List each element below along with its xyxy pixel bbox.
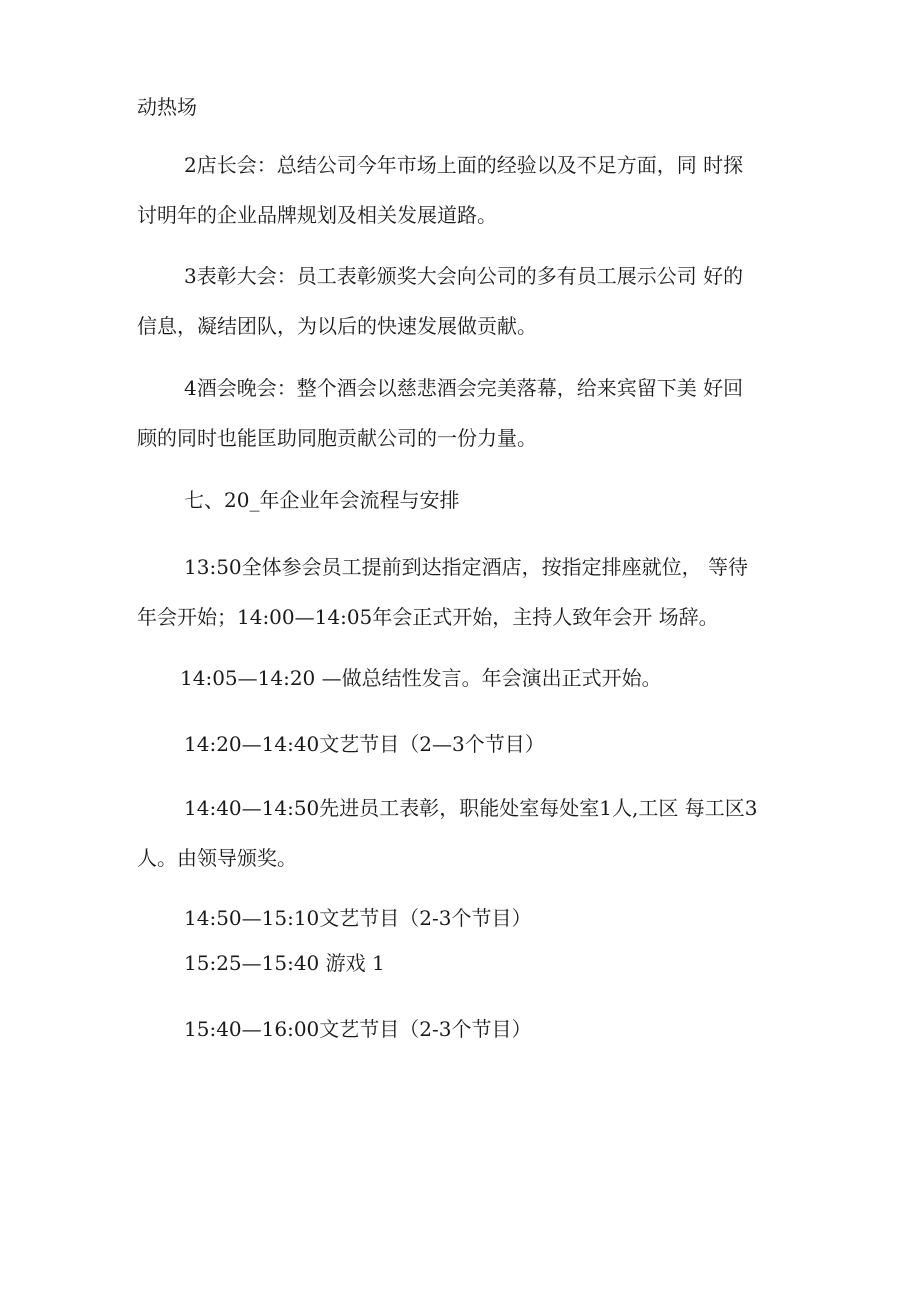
schedule-item-game: 15:25—15:40 游戏 1 [184, 951, 385, 975]
text-line-store-manager-meeting-cont: 讨明年的企业品牌规划及相关发展道路。 [137, 203, 497, 227]
schedule-item-arrival-cont: 年会开始；14:00—14:05年会正式开始，主持人致年会开 场辞。 [137, 605, 719, 629]
text-line-store-manager-meeting: 2店长会：总结公司今年市场上面的经验以及不足方面，同 时探 [184, 153, 744, 177]
text-line-intro-tail: 动热场 [137, 95, 197, 119]
text-line-award-ceremony: 3表彰大会：员工表彰颁奖大会向公司的多有员工展示公司 好的 [184, 264, 744, 288]
schedule-item-commendation: 14:40—14:50先进员工表彰，职能处室每处室1人,工区 每工区3 [184, 796, 758, 820]
schedule-item-performance-1: 14:20—14:40文艺节目（2—3个节目） [184, 732, 545, 756]
schedule-item-arrival: 13:50全体参会员工提前到达指定酒店，按指定排座就位， 等待 [184, 555, 748, 579]
schedule-item-performance-2: 14:50—15:10文艺节目（2-3个节目） [184, 906, 532, 930]
text-line-award-ceremony-cont: 信息，凝结团队，为以后的快速发展做贡献。 [137, 314, 537, 338]
text-line-banquet-cont: 顾的同时也能匡助同胞贡献公司的一份力量。 [137, 426, 537, 450]
section-heading: 七、20_年企业年会流程与安排 [184, 488, 460, 512]
schedule-item-commendation-cont: 人。由领导颁奖。 [137, 846, 297, 870]
text-line-banquet: 4酒会晚会：整个酒会以慈悲酒会完美落幕，给来宾留下美 好回 [184, 376, 744, 400]
schedule-item-summary-speech: 14:05—14:20 —做总结性发言。年会演出正式开始。 [180, 666, 662, 690]
schedule-item-performance-3: 15:40—16:00文艺节目（2-3个节目） [184, 1017, 532, 1041]
